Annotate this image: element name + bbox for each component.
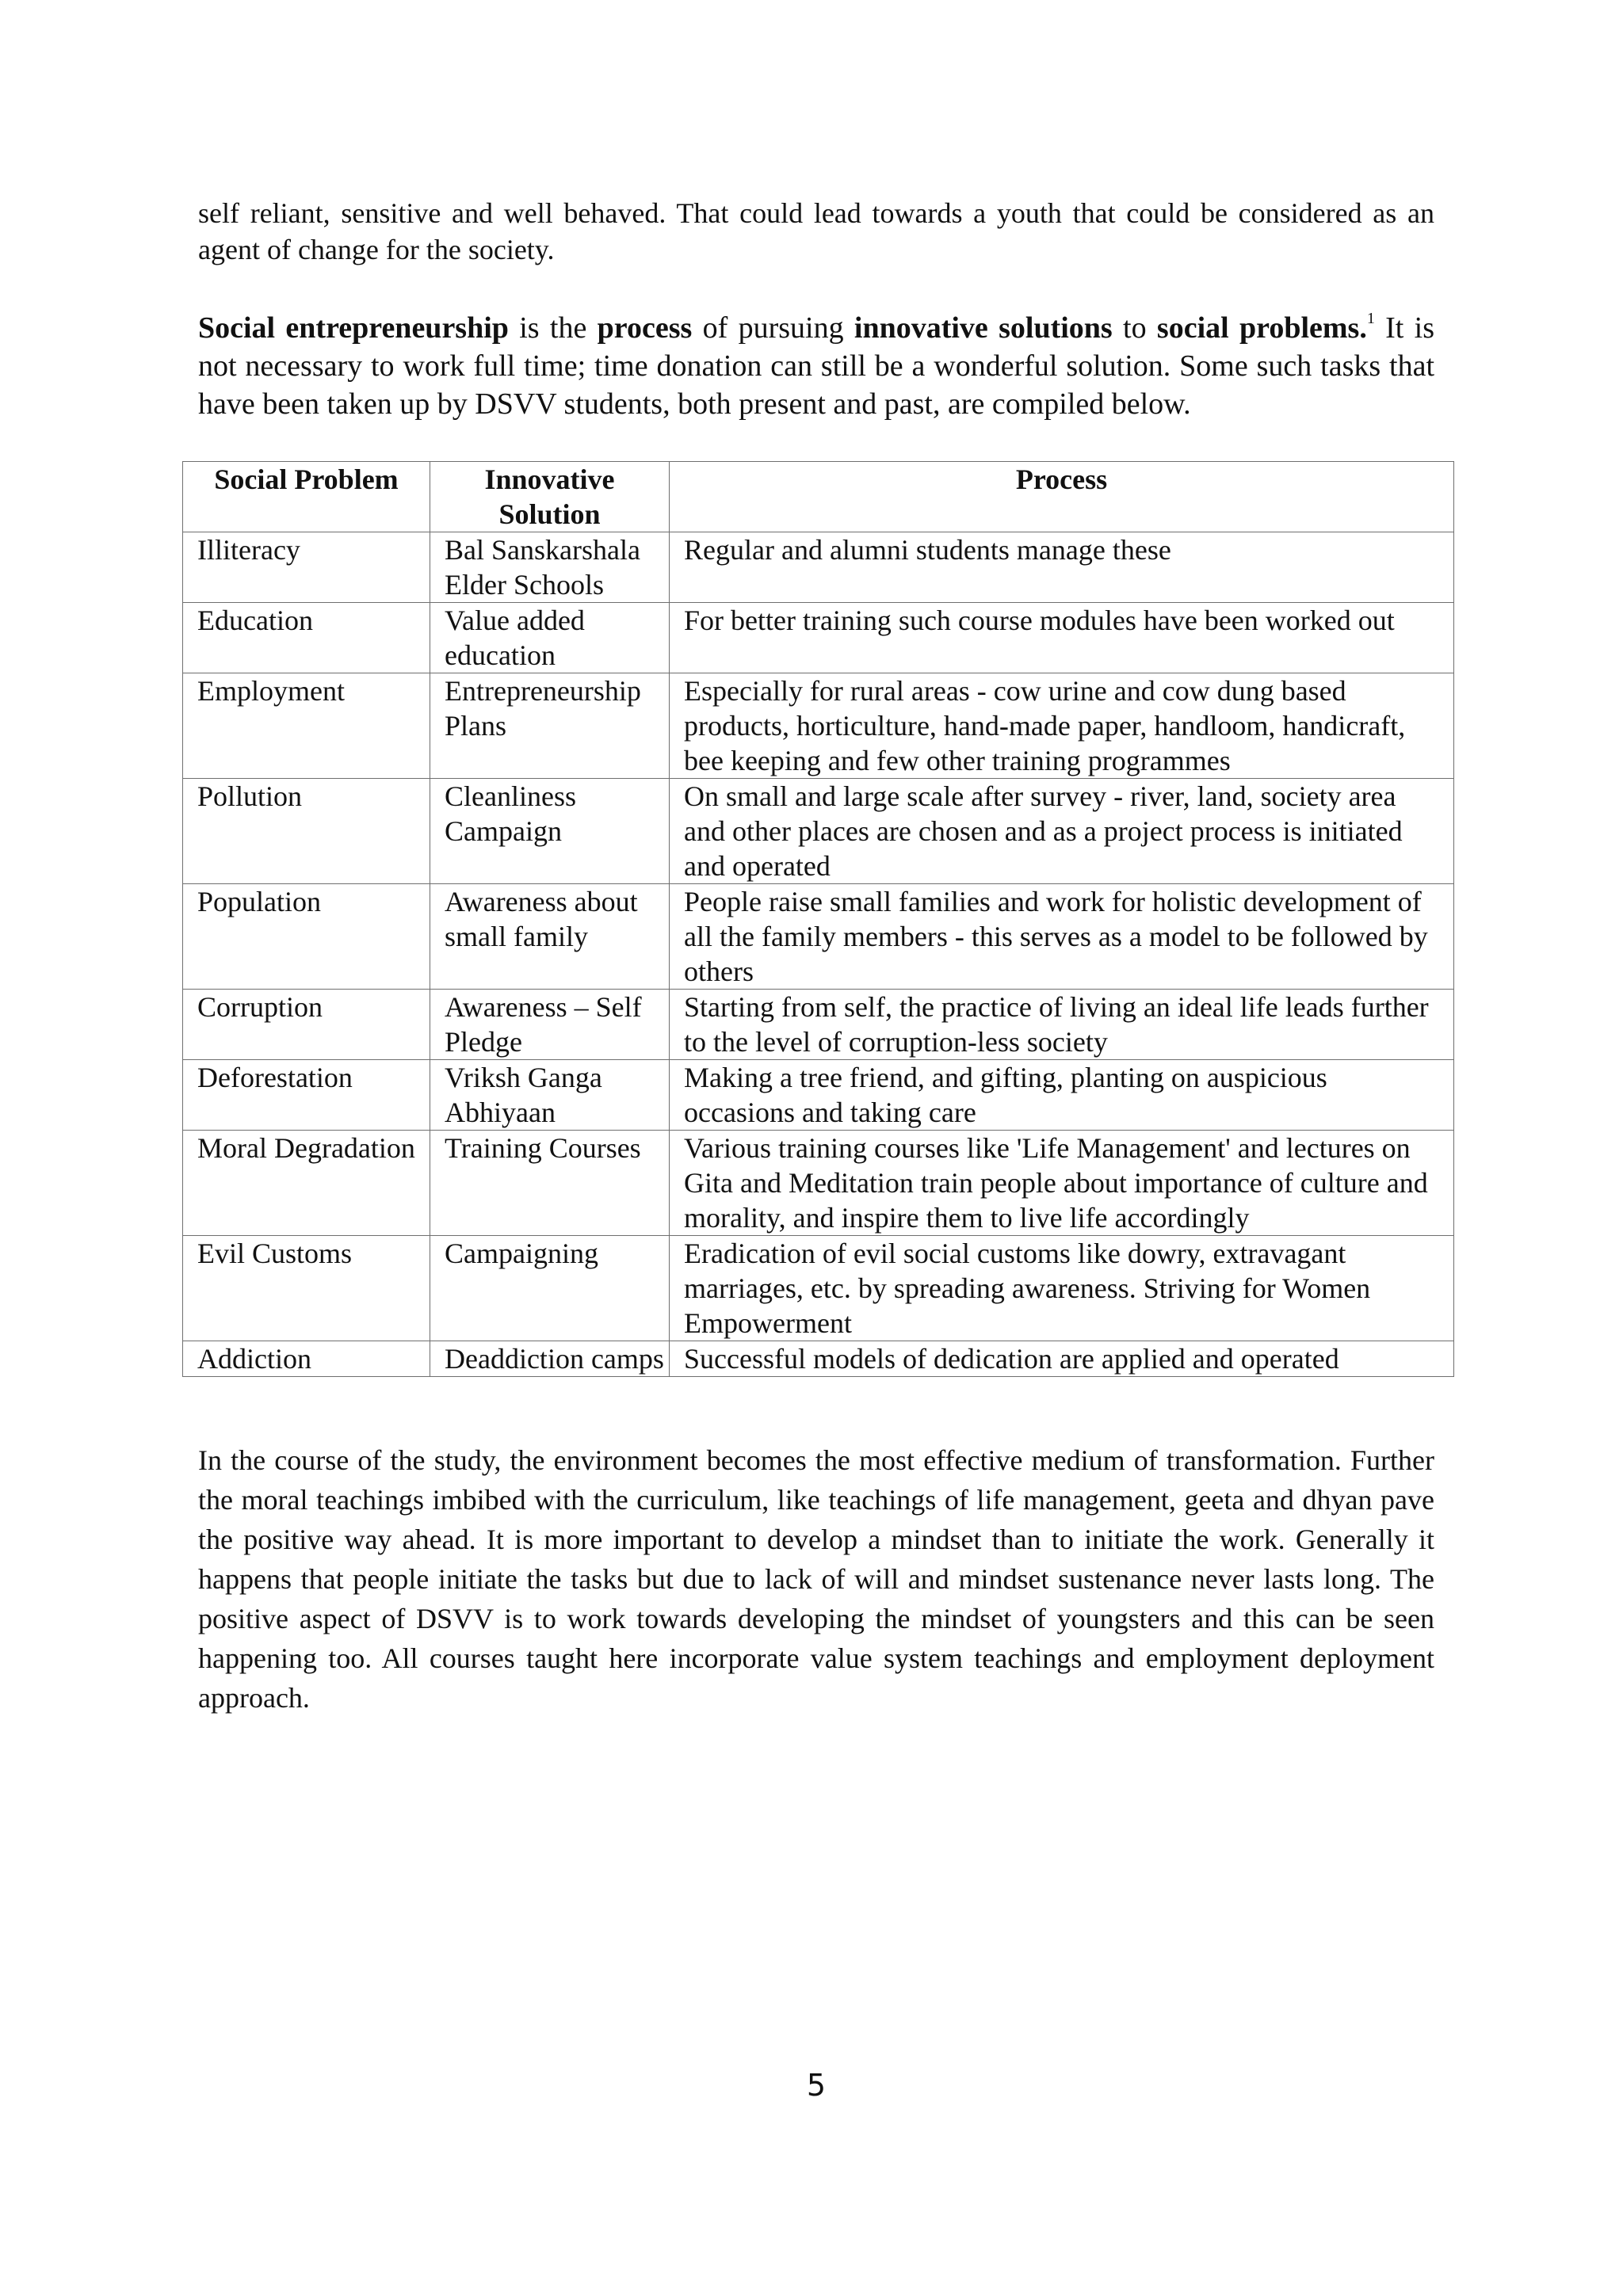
cell-problem: Addiction: [183, 1341, 430, 1377]
cell-process: Eradication of evil social customs like dowry, extravagant marriages, etc. by spreading awareness. Striving for Women Empowerment: [670, 1236, 1454, 1341]
cell-solution: Deaddiction camps: [430, 1341, 670, 1377]
cell-problem: Population: [183, 884, 430, 990]
cell-process: Starting from self, the practice of living an ideal life leads further to the level of corruption-less society: [670, 990, 1454, 1060]
table-row: [183, 603, 1454, 673]
cell-solution: Campaigning: [430, 1236, 670, 1341]
table-row: [183, 1131, 1454, 1236]
cell-process: Making a tree friend, and gifting, planting on auspicious occasions and taking care: [670, 1060, 1454, 1131]
header-social-problem: Social Problem: [183, 462, 430, 532]
table-row: [183, 673, 1454, 779]
footnote-marker: 1: [1366, 310, 1375, 328]
cell-solution: Entrepreneurship Plans: [430, 673, 670, 779]
table-row: [183, 1341, 1454, 1377]
cell-process: Regular and alumni students manage these: [670, 532, 1454, 603]
text-segment: of pursuing: [692, 311, 854, 345]
intro-paragraph: self reliant, sensitive and well behaved. That could lead towards a youth that could be considered as an agent of change for the society.: [198, 197, 1434, 265]
table-row: [183, 884, 1454, 990]
closing-paragraph: In the course of the study, the environment becomes the most effective medium of transformation. Further the moral teachings imbibed with the curriculum, like teachings of life management, geeta and dhyan pave the positive way ahead. It is more important to develop a mindset than to initiate the work. Generally it happens that people initiate the tasks but due to lack of will and mindset sustenance never lasts long. The positive aspect of DSVV is to work towards developing the mindset of youngsters and this can be seen happening too. All courses taught here incorporate value system teachings and employment deployment approach.: [198, 1444, 1434, 1714]
cell-problem: Pollution: [183, 779, 430, 884]
cell-process: Successful models of dedication are applied and operated: [670, 1341, 1454, 1377]
cell-solution: Awareness about small family: [430, 884, 670, 990]
table-row: [183, 779, 1454, 884]
cell-problem: Evil Customs: [183, 1236, 430, 1341]
cell-problem: Moral Degradation: [183, 1131, 430, 1236]
social-problems-table: [182, 461, 1454, 1377]
term-social-entrepreneurship: Social entrepreneurship: [198, 311, 509, 345]
table-row: [183, 1236, 1454, 1341]
cell-solution: Value added education: [430, 603, 670, 673]
text-segment: to: [1112, 311, 1157, 345]
cell-process: People raise small families and work for holistic development of all the family members - this serves as a model to be followed by others: [670, 884, 1454, 990]
cell-process: Especially for rural areas - cow urine and cow dung based products, horticulture, hand-made paper, handloom, handicraft, bee keeping and few other training programmes: [670, 673, 1454, 779]
text-segment: is the: [508, 311, 598, 345]
cell-problem: Education: [183, 603, 430, 673]
term-social-problems: social problems.: [1156, 311, 1367, 345]
text-segment: It is not necessary to work full time; time donation can still be a wonderful solution. Some such tasks that have been taken up by DSVV students, both present and past, are compiled below.: [198, 311, 1435, 421]
table-row: [183, 532, 1454, 603]
cell-solution: Vriksh Ganga Abhiyaan: [430, 1060, 670, 1131]
cell-problem: Employment: [183, 673, 430, 779]
cell-problem: Illiteracy: [183, 532, 430, 603]
cell-process: Various training courses like 'Life Management' and lectures on Gita and Meditation train people about importance of culture and morality, and inspire them to live life accordingly: [670, 1131, 1454, 1236]
term-process: process: [597, 311, 693, 345]
social-entrepreneurship-paragraph: [198, 309, 1434, 423]
cell-problem: Corruption: [183, 990, 430, 1060]
cell-solution: Bal Sanskarshala Elder Schools: [430, 532, 670, 603]
cell-solution: Training Courses: [430, 1131, 670, 1236]
term-innovative-solutions: innovative solutions: [854, 311, 1113, 345]
table-row: [183, 990, 1454, 1060]
cell-problem: Deforestation: [183, 1060, 430, 1131]
cell-process: For better training such course modules have been worked out: [670, 603, 1454, 673]
cell-solution: Cleanliness Campaign: [430, 779, 670, 884]
header-process: Process: [670, 462, 1454, 532]
page-number: 5: [806, 2068, 827, 2103]
table-row: [183, 1060, 1454, 1131]
cell-solution: Awareness – Self Pledge: [430, 990, 670, 1060]
table-header-row: [183, 462, 1454, 532]
cell-process: On small and large scale after survey - river, land, society area and other places are chosen and as a project process is initiated and operated: [670, 779, 1454, 884]
header-innovative-solution: Innovative Solution: [430, 462, 670, 532]
